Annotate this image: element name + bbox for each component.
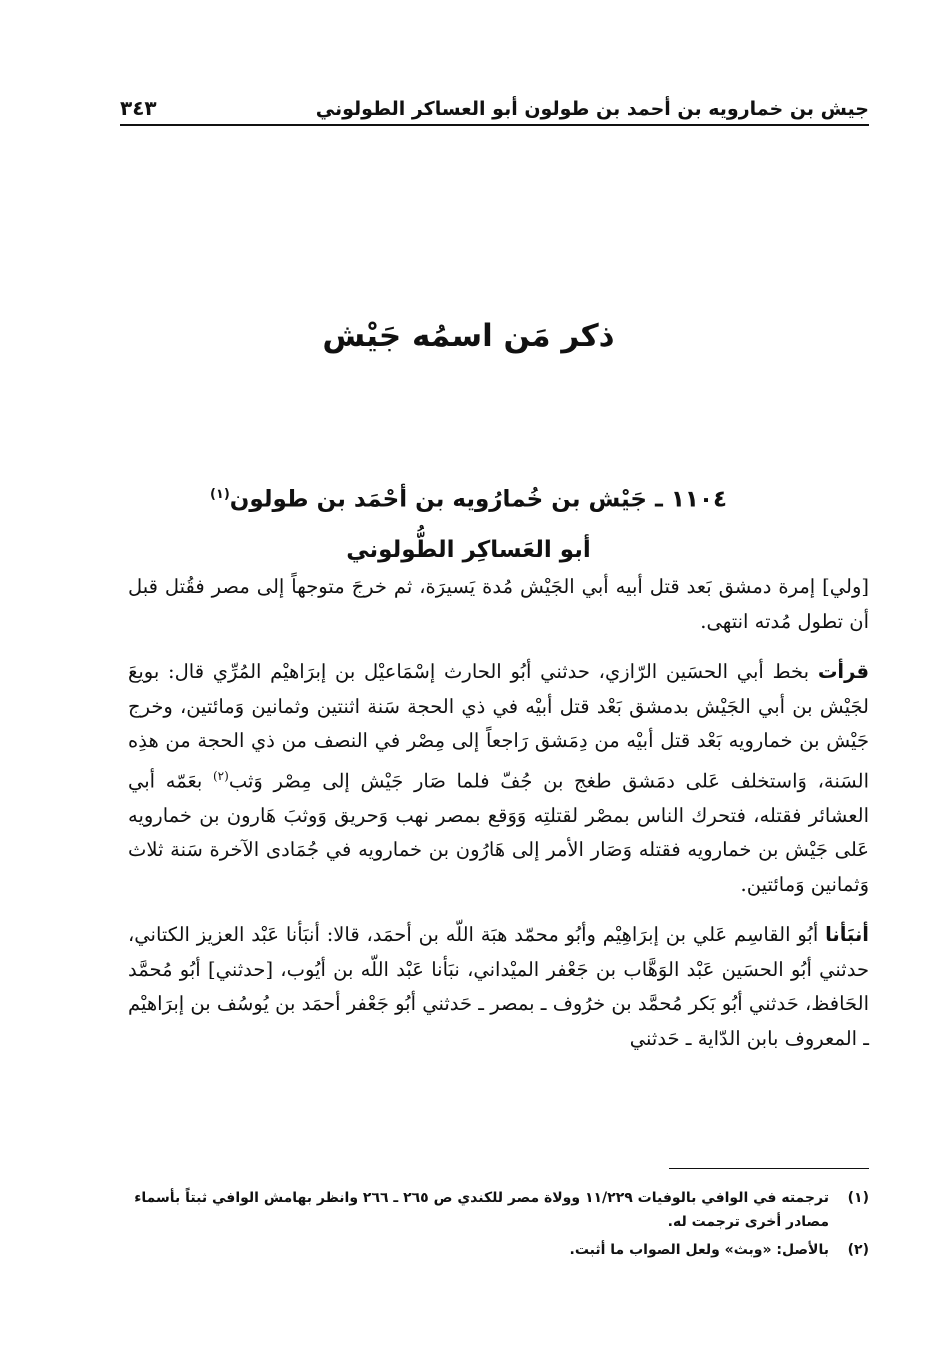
footnote-2-text: بالأصل: «وبث» ولعل الصواب ما أثبت.	[569, 1242, 829, 1258]
entry-heading	[0, 470, 937, 575]
paragraph-2-text-b: بعَمّه أبي العشائر فقتله، فتحرك الناس بمصْر لقتلتِه وَوَقع بمصر نهب وَحريق وَوثبَ هَارون بن خمارويه عَلى جَيْش بن خمارويه فقتله وَصَار الأمر إلى هَارُون بن خمارويه في جُمَادى الآخرة سَنة ثلاث وَثمانين وَمائتين.	[128, 769, 869, 896]
paragraph-2	[128, 655, 869, 902]
footnotes	[128, 1186, 869, 1266]
paragraph-1: [ولي] إمرة دمشق بَعد قتل أبيه أبي الجَيْش مُدة يَسيرَة، ثم خرجَ متوجهاً إلى مصر فقُتل قبل أن تطول مُدته انتهى.	[128, 575, 869, 633]
footnote-1	[128, 1186, 869, 1234]
paragraph-3-text: أبُو القاسِم عَلي بن إبرَاهِيْم وأبُو محمّد هبَة اللّه بن أحمَد، قالا: أنبَأنا عَبْد العزيز الكتاني، حدثني أبُو الحسَين عَبْد الوَهَّاب بن جَعْفر الميْداني، نبَأنا عَبْد اللّه بن أيُوب، [حدثني] أبُو مُحمَّد الحَافظ، حَدثني أبُو بَكر مُحمَّد بن خرُوف ـ بمصر ـ حَدثني أبُو جَعْفر أحمَد بن يُوسُف بن إبرَاهيْم ـ المعروف بابن الدّاية ـ حَدثني	[128, 923, 869, 1050]
footnote-ref-1[interactable]: (١)	[209, 487, 230, 502]
paragraph-3	[128, 918, 869, 1056]
section-title: ذكر مَن اسمُه جَيْش	[322, 318, 615, 354]
footnote-2	[128, 1238, 869, 1262]
paragraph-2-lead: قرأت	[817, 660, 869, 683]
entry-heading-name: ١١٠٤ ـ جَيْش بن خُمارُويه بن أحْمَد بن طولون	[229, 486, 728, 513]
page-number: ٣٤٣	[120, 96, 157, 120]
paragraph-2-text-a: بخط أبي الحسَين الرّازي، حدثني أبُو الحارث إسْمَاعيْل بن إبرَاهيْم المُرِّي قال: بويعَ لجَيْش بن أبي الجَيْش بدمشق بَعْد قتل أبيْه في ذي الحجة سَنة اثنتين وثمانين وَمائتين، وخرج جَيْش بن خمارويه بَعْد قتل أبيْه من دِمَشق رَاجعاً إلى مِصْر في النصف من ذي الحجة من هذِه السَنة، وَاستخلف عَلى دمَشق طغج بن جُفّ فلما صَار جَيْش إلى مِصْر وَثب	[128, 660, 869, 792]
footnote-1-mark: (١)	[847, 1190, 869, 1206]
body-text	[128, 570, 869, 1072]
footnote-divider	[669, 1168, 869, 1169]
entry-heading-line1	[0, 470, 937, 525]
footnote-1-text: ترجمته في الوافي بالوفيات ١١/٢٢٩ وولاة مصر للكندي ص ٢٦٥ ـ ٢٦٦ وانظر بهامش الوافي ثبتاً بأسماء مصادر أخرى ترجمت له.	[134, 1190, 829, 1230]
footnote-ref-2[interactable]: (٢)	[212, 768, 229, 783]
running-title: جيش بن خمارويه بن أحمد بن طولون أبو العساكر الطولوني	[315, 98, 869, 120]
running-header	[120, 82, 869, 126]
entry-heading-line2: أبو العَساكِر الطُّولوني	[346, 536, 591, 563]
paragraph-3-lead: أنبَأنا	[825, 923, 869, 946]
footnote-2-mark: (٢)	[847, 1242, 869, 1258]
